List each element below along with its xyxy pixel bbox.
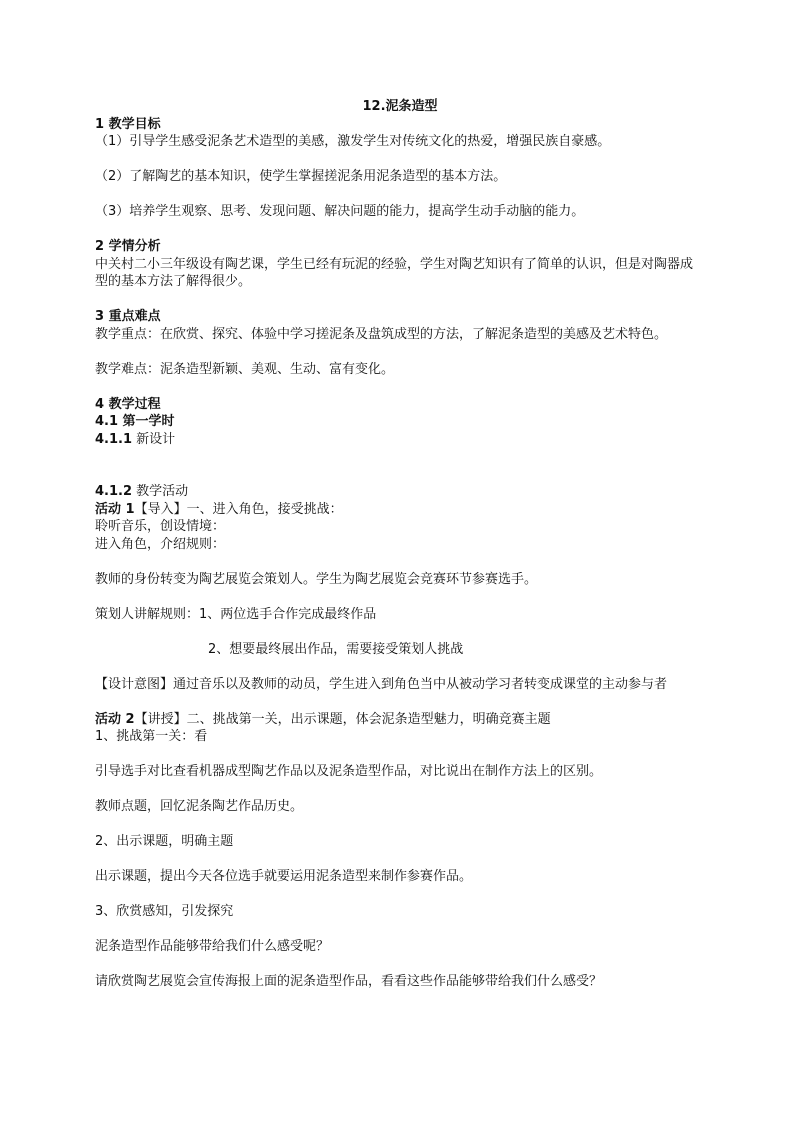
activity-2-paragraph-1: 引导选手对比查看机器成型陶艺作品以及泥条造型作品，对比说出在制作方法上的区别。 — [95, 764, 603, 779]
activity-2-step-3: 3、欣赏感知，引发探究 — [95, 904, 234, 919]
section-heading-analysis: 2 学情分析 — [95, 239, 161, 254]
activity-2-paragraph-3: 出示课题，提出今天各位选手就要运用泥条造型来制作参赛作品。 — [95, 869, 473, 884]
activity-2-paragraph-2: 教师点题，回忆泥条陶艺作品历史。 — [95, 799, 304, 814]
subsection-number: 4.1.2 — [95, 484, 133, 499]
difficulty-text: 教学难点：泥条造型新颖、美观、生动、富有变化。 — [95, 361, 395, 377]
section-heading-objectives: 1 教学目标 — [95, 116, 161, 132]
activity-2-heading — [95, 711, 705, 729]
activity-1-paragraph: 教师的身份转变为陶艺展览会策划人。学生为陶艺展览会竞赛环节参赛选手。 — [95, 571, 538, 587]
activity-2-paragraph-5: 请欣赏陶艺展览会宣传海报上面的泥条造型作品，看看这些作品能够带给我们什么感受？ — [95, 974, 603, 989]
subsection-label: 教学活动 — [132, 484, 189, 499]
subsection-number: 4.1.1 — [95, 431, 133, 447]
subsection-activities — [95, 483, 705, 501]
activity-1-design-intent: 【设计意图】通过音乐以及教师的动员，学生进入到角色当中从被动学习者转变成课堂的主动参与者 — [95, 676, 668, 692]
activity-title: 【导入】一、进入角色，接受挑战： — [134, 501, 343, 517]
subsection-lesson-1: 4.1 第一学时 — [95, 414, 175, 429]
document-body — [95, 98, 705, 991]
activity-1-line-2: 进入角色，介绍规则： — [95, 536, 226, 552]
activity-1-rule-2: 2、想要最终展出作品，需要接受策划人挑战 — [208, 641, 464, 657]
activity-1-heading — [95, 501, 705, 519]
objective-item-3: （3）培养学生观察、思考、发现问题、解决问题的能力，提高学生动手动脑的能力。 — [95, 204, 585, 219]
section-heading-process: 4 教学过程 — [95, 396, 161, 412]
activity-title: 【讲授】二、挑战第一关，出示课题，体会泥条造型魅力，明确竞赛主题 — [134, 711, 551, 727]
subsection-new-design — [95, 431, 705, 449]
objective-item-1: （1）引导学生感受泥条艺术造型的美感，激发学生对传统文化的热爱，增强民族自豪感。 — [95, 134, 611, 149]
activity-2-paragraph-4: 泥条造型作品能够带给我们什么感受呢？ — [95, 939, 330, 954]
activity-number: 活动 2 — [95, 711, 135, 727]
subsection-label: 新设计 — [132, 431, 176, 447]
analysis-text: 中关村二小三年级设有陶艺课，学生已经有玩泥的经验，学生对陶艺知识有了简单的认识，但是对陶器成型的基本方法了解得很少。 — [95, 256, 694, 289]
activity-1-rule-1: 策划人讲解规则：1、两位选手合作完成最终作品 — [95, 606, 377, 622]
activity-number: 活动 1 — [95, 501, 135, 517]
activity-2-step-1: 1、挑战第一关：看 — [95, 729, 208, 744]
objective-item-2: （2）了解陶艺的基本知识，使学生掌握搓泥条用泥条造型的基本方法。 — [95, 169, 507, 184]
activity-1-line-1: 聆听音乐，创设情境： — [95, 519, 226, 534]
key-point-text: 教学重点：在欣赏、探究、体验中学习搓泥条及盘筑成型的方法，了解泥条造型的美感及艺术特色。 — [95, 326, 668, 342]
activity-2-step-2: 2、出示课题，明确主题 — [95, 834, 234, 849]
page-title: 12.泥条造型 — [362, 99, 438, 114]
section-heading-keypoints: 3 重点难点 — [95, 309, 161, 324]
